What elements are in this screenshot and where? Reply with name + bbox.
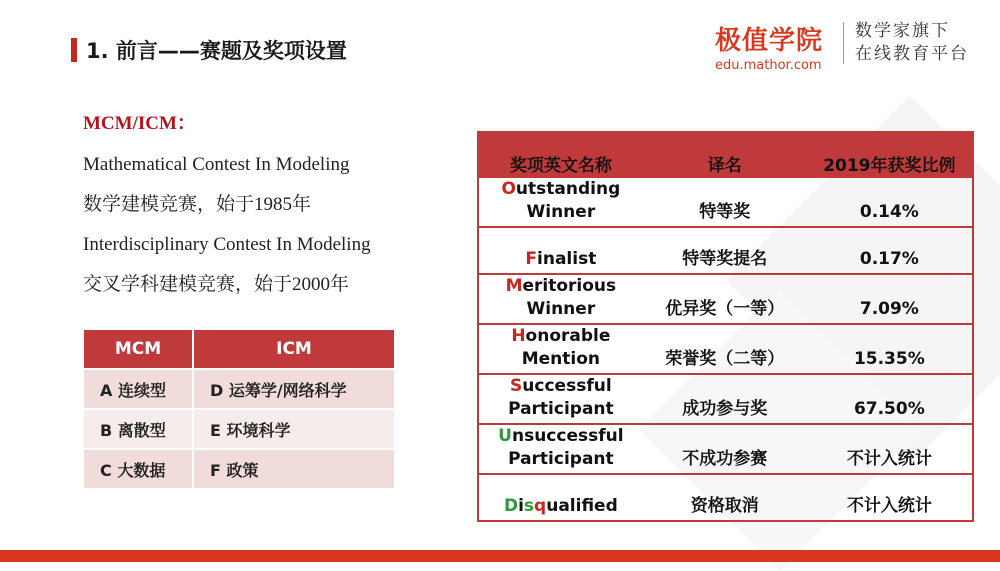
table-header-cell: ICM (194, 330, 394, 368)
award-name-rest: utstanding (515, 179, 621, 199)
brand-url: edu.mathor.com (715, 58, 822, 73)
table-row (84, 410, 394, 448)
awards-table (477, 131, 974, 522)
brand-slogan (855, 20, 969, 66)
footer-bar (0, 550, 1000, 562)
award-english-name (478, 424, 643, 474)
award-ratio: 15.35% (807, 324, 973, 374)
award-ratio: 7.09% (807, 274, 973, 324)
award-english-name (478, 374, 643, 424)
award-chinese-name: 特等奖 (643, 178, 807, 227)
award-chinese-name: 特等奖提名 (643, 227, 807, 274)
award-name-rest: onorable (525, 326, 611, 346)
slogan-line: 在线教育平台 (855, 44, 969, 64)
award-english-name (478, 227, 643, 274)
intro-heading: MCM/ICM： (83, 113, 196, 134)
award-ratio: 不计入统计 (807, 424, 973, 474)
award-chinese-name: 成功参与奖 (643, 374, 807, 424)
award-name-line: Participant (508, 399, 614, 419)
award-english-name (478, 274, 643, 324)
award-initial: M (505, 276, 523, 296)
award-initial: F (525, 249, 538, 269)
award-english-name (478, 178, 643, 227)
award-name-line (481, 375, 641, 398)
award-initial: i (518, 496, 524, 516)
table-row (478, 227, 973, 274)
page-title: 1. 前言——赛题及奖项设置 (86, 39, 347, 63)
award-name-line (481, 425, 641, 448)
award-initial: H (511, 326, 526, 346)
table-row (478, 274, 973, 324)
award-english-name (478, 324, 643, 374)
award-chinese-name: 资格取消 (643, 474, 807, 521)
table-row (478, 474, 973, 521)
award-ratio: 0.14% (807, 178, 973, 227)
table-row (84, 450, 394, 488)
table-cell: E 环境科学 (194, 410, 394, 448)
award-name-rest: ualified (546, 496, 618, 516)
award-name-line (481, 178, 641, 201)
table-row (478, 374, 973, 424)
award-chinese-name: 荣誉奖（二等） (643, 324, 807, 374)
award-ratio: 0.17% (807, 227, 973, 274)
intro-line: 数学建模竞赛，始于1985年 (83, 194, 312, 215)
intro-line: Mathematical Contest In Modeling (83, 154, 350, 175)
award-english-name (478, 474, 643, 521)
table-header-cell: 译名 (643, 132, 807, 178)
brand-name: 极值学院 (715, 26, 824, 56)
award-name-rest: inalist (537, 249, 597, 269)
award-name-line: Winner (526, 202, 596, 222)
award-name-line (481, 325, 641, 348)
award-initial: s (523, 496, 535, 516)
table-row (478, 178, 973, 227)
table-cell: D 运筹学/网络科学 (194, 370, 394, 408)
table-header-cell: MCM (84, 330, 192, 368)
award-initial: O (501, 179, 516, 199)
award-initial: S (510, 376, 523, 396)
table-header-row (84, 330, 394, 368)
intro-line: Interdisciplinary Contest In Modeling (83, 234, 371, 255)
table-header-cell: 奖项英文名称 (478, 132, 643, 178)
intro-section (83, 108, 371, 305)
award-initial: q (534, 496, 547, 516)
intro-line: 交叉学科建模竞赛，始于2000年 (83, 274, 350, 295)
award-name-rest: uccessful (522, 376, 612, 396)
table-header-cell: 2019年获奖比例 (807, 132, 973, 178)
award-name-rest: nsuccessful (511, 426, 624, 446)
brand-logo (715, 20, 823, 73)
table-header-row (478, 132, 973, 178)
table-row (478, 324, 973, 374)
award-name-line (481, 495, 641, 518)
award-name-line (481, 248, 641, 271)
award-chinese-name: 不成功参赛 (643, 424, 807, 474)
table-row (478, 424, 973, 474)
award-chinese-name: 优异奖（一等） (643, 274, 807, 324)
table-cell: C 大数据 (84, 450, 192, 488)
award-name-rest: eritorious (522, 276, 617, 296)
table-cell: B 离散型 (84, 410, 192, 448)
award-ratio: 67.50% (807, 374, 973, 424)
award-name-line (481, 275, 641, 298)
table-cell: F 政策 (194, 450, 394, 488)
award-ratio: 不计入统计 (807, 474, 973, 521)
award-name-line: Mention (521, 349, 600, 369)
mcm-icm-table (82, 328, 396, 490)
slogan-line: 数学家旗下 (855, 21, 950, 41)
title-accent-bar (71, 38, 77, 62)
table-cell: A 连续型 (84, 370, 192, 408)
table-row (84, 370, 394, 408)
award-initial: D (503, 496, 519, 516)
award-initial: U (498, 426, 512, 446)
award-name-line: Participant (508, 449, 614, 469)
brand-divider (843, 22, 844, 64)
award-name-line: Winner (526, 299, 596, 319)
